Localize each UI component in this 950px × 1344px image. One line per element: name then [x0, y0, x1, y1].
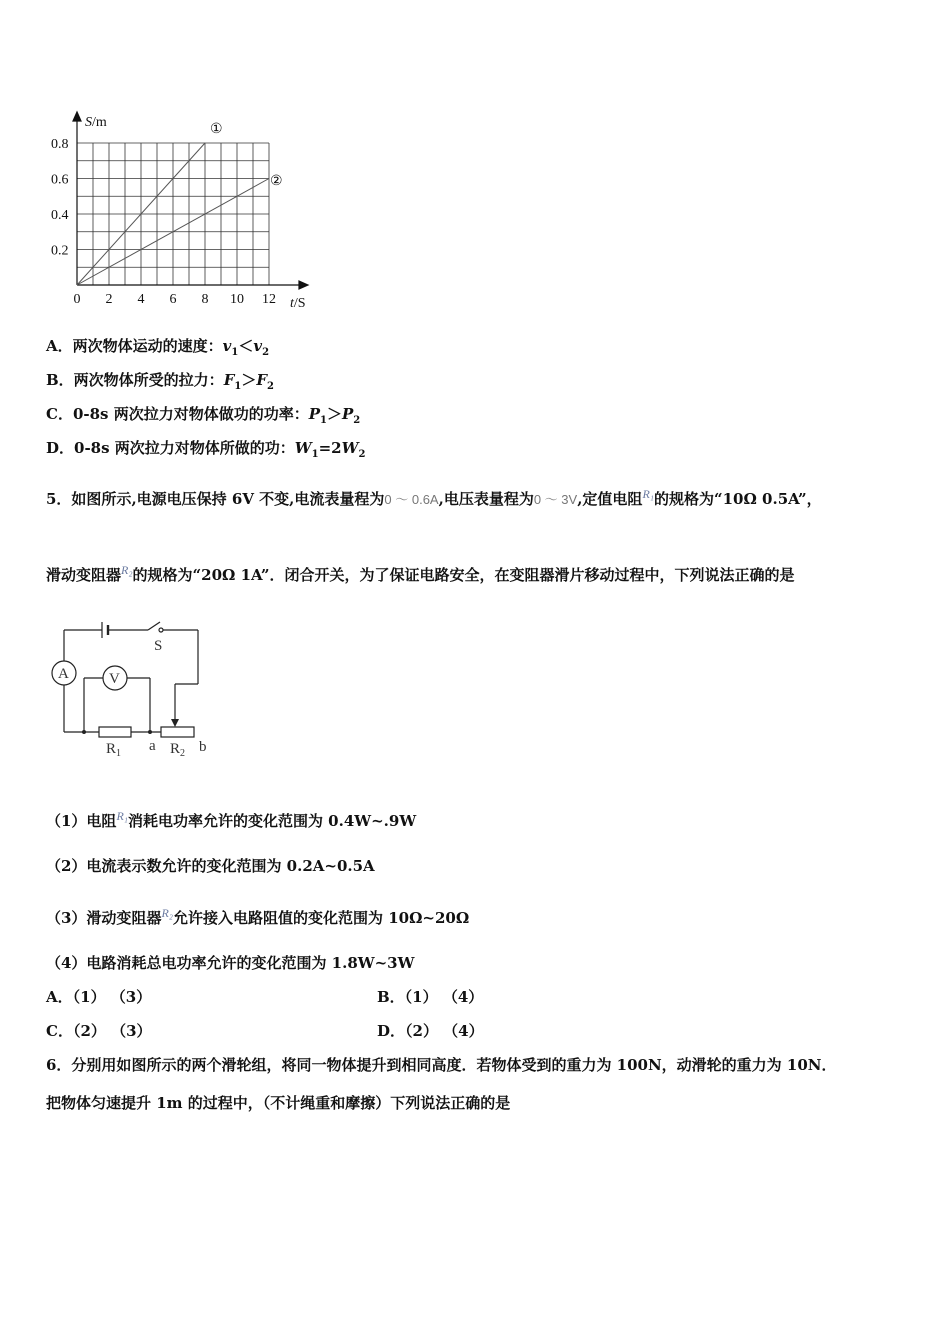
line1-label: ①	[210, 122, 223, 137]
q5-option-a[interactable]: A．（1） （3）	[46, 988, 152, 1006]
junction-a	[148, 730, 152, 734]
x-axis-arrow	[299, 281, 308, 289]
resistor-r1	[99, 727, 131, 737]
y-tick-label: 0.2	[51, 243, 69, 259]
x-tick-label: 12	[262, 292, 276, 307]
y-tick-label: 0.4	[51, 208, 69, 223]
graph-axes	[73, 112, 308, 289]
r2-symbol: R₂	[161, 906, 173, 920]
q5-stem-line2: 滑动变阻器$^{R_2}$的规格为“20Ω 1A”．闭合开关，为了保证电路安全，在变阻器滑片移动过程中，下列说法正确的是	[46, 563, 795, 584]
line2-label: ②	[270, 174, 283, 189]
ammeter-range: 0 ～ 0.6A	[384, 492, 439, 507]
q4-option-a[interactable]: A．两次物体运动的速度：$v_1<v_2$	[46, 337, 270, 358]
r1-symbol: R₁	[642, 487, 654, 501]
q6-stem-line2: 把物体匀速提升 1m 的过程中，（不计绳重和摩擦）下列说法正确的是	[46, 1094, 511, 1112]
switch-contact	[159, 628, 163, 632]
r1-label: $R_1$	[106, 741, 122, 759]
point-a-label: a	[149, 738, 156, 754]
q5-stem-line1: 5．如图所示,电源电压保持 6V 不变,电流表量程为0 ～ 0.6A,电压表量程为0 ～ 3V,定值电阻$^{R_1}$的规格为“10Ω 0.5A”，	[46, 487, 822, 508]
y-axis-arrow	[73, 112, 81, 121]
x-tick-label: 8	[201, 292, 209, 307]
resistor-r2	[161, 727, 194, 737]
point-b-label: b	[199, 739, 207, 755]
graph-grid	[77, 143, 269, 285]
y-tick-labels	[51, 137, 69, 259]
q4-option-b[interactable]: B．两次物体所受的拉力：$F_1>F_2$	[46, 371, 274, 392]
x-tick-label: 0	[73, 292, 81, 307]
q5-option-b[interactable]: B．（1） （4）	[377, 988, 484, 1006]
slider-arrow	[171, 719, 179, 727]
q5-option-d[interactable]: D．（2） （4）	[377, 1022, 484, 1040]
x-axis-label: t/S	[290, 296, 306, 311]
y-tick-label: 0.8	[51, 137, 69, 152]
q5-statement-3: （3）滑动变阻器$^{R_2}$允许接入电路阻值的变化范围为 10Ω~20Ω	[46, 906, 470, 927]
q6-stem-line1: 6．分别用如图所示的两个滑轮组，将同一物体提升到相同高度．若物体受到的重力为 100N，动滑轮的重力为 10N．	[46, 1056, 837, 1074]
x-tick-label: 4	[137, 292, 145, 307]
q5-statement-2: （2）电流表示数允许的变化范围为 0.2A~0.5A	[46, 857, 375, 875]
q5-statement-1: （1）电阻$^{R_1}$消耗电功率允许的变化范围为 0.4W~.9W	[46, 809, 417, 830]
q5-statement-4: （4）电路消耗总电功率允许的变化范围为 1.8W~3W	[46, 954, 415, 972]
y-tick-label: 0.6	[51, 172, 69, 188]
junction-left	[82, 730, 86, 734]
x-tick-label: 6	[169, 292, 177, 307]
q5-option-c[interactable]: C．（2） （3）	[46, 1022, 152, 1040]
voltmeter-range: 0 ～ 3V	[533, 492, 578, 507]
s-t-graph	[40, 108, 330, 313]
q4-option-c[interactable]: C．0-8s 两次拉力对物体做功的功率：$P_1>P_2$	[46, 405, 361, 426]
x-tick-label: 2	[105, 292, 113, 307]
r1-symbol: R₁	[116, 809, 128, 823]
switch-label: S	[154, 638, 163, 654]
q4-option-d[interactable]: D．0-8s 两次拉力对物体所做的功：$W_1=2W_2$	[46, 439, 366, 460]
y-axis-label: S/m	[85, 115, 107, 130]
r2-symbol: R₂	[121, 563, 133, 577]
x-tick-label: 10	[230, 292, 244, 307]
r2-label: $R_2$	[170, 741, 186, 759]
switch-lever	[148, 622, 160, 630]
circuit-diagram	[44, 612, 224, 762]
x-tick-labels	[74, 292, 277, 307]
voltmeter-label: V	[109, 671, 120, 687]
ammeter-label: A	[58, 666, 69, 682]
